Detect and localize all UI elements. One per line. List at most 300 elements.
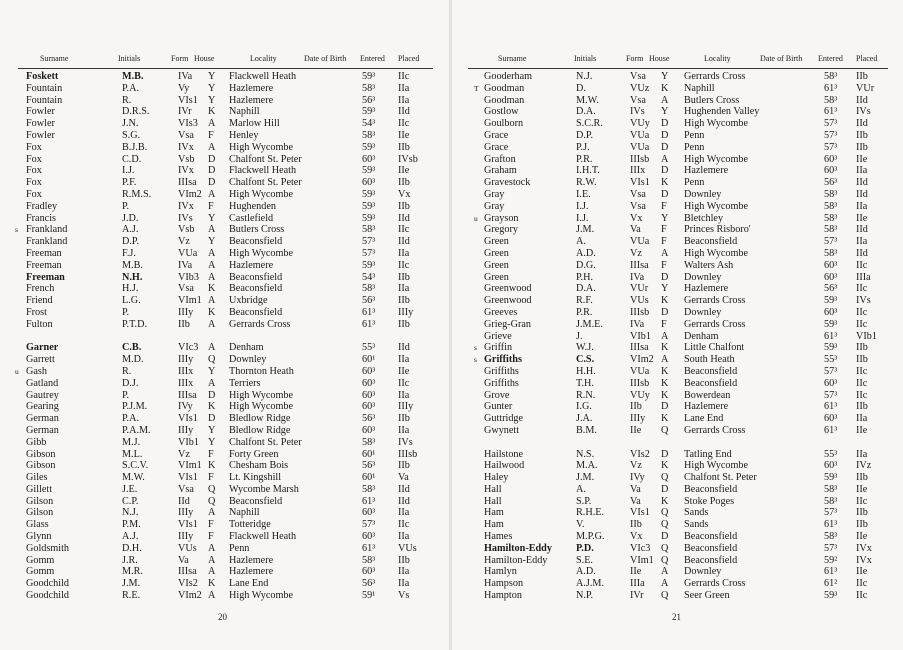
register-row — [18, 260, 433, 272]
header-form: Form — [171, 54, 189, 63]
cell-placed: IIa — [856, 165, 868, 177]
cell-placed: IId — [398, 495, 410, 507]
cell-surname: Ham — [484, 519, 504, 531]
cell-surname: Griffiths — [484, 354, 522, 366]
cell-entered: 57³ — [362, 519, 376, 531]
header-entered: Entered — [818, 54, 843, 63]
cell-entered: 60³ — [824, 271, 838, 283]
cell-house: F — [208, 472, 214, 484]
cell-house: Y — [208, 71, 216, 82]
cell-house: A — [208, 295, 216, 307]
cell-initials: D.A. — [576, 283, 596, 295]
cell-entered: 59³ — [362, 188, 376, 200]
cell-form: VIs2 — [178, 578, 198, 590]
cell-locality: Penn — [684, 129, 705, 141]
cell-form: Va — [178, 554, 189, 566]
cell-surname: Gravestock — [484, 177, 531, 189]
cell-house: Y — [208, 82, 216, 94]
cell-placed: IIe — [398, 129, 410, 141]
cell-form: IVx — [178, 165, 194, 177]
cell-surname: Frankland — [26, 224, 68, 236]
cell-locality: Flackwell Heath — [229, 531, 297, 543]
cell-placed: IId — [856, 177, 868, 189]
cell-entered: 59³ — [362, 141, 376, 153]
cell-house: K — [208, 578, 216, 590]
cell-mark: s — [474, 355, 477, 365]
cell-form: IIIsa — [178, 177, 197, 189]
cell-entered: 57³ — [824, 542, 838, 554]
register-row — [18, 566, 433, 578]
cell-entered: 60³ — [362, 531, 376, 543]
cell-initials: A.J. — [122, 531, 139, 543]
cell-surname: Hamlyn — [484, 566, 517, 578]
cell-form: Vsa — [630, 200, 646, 212]
cell-initials: N.S. — [576, 448, 595, 460]
cell-placed: IIa — [398, 507, 410, 519]
register-row — [18, 154, 433, 166]
register-row — [18, 578, 433, 590]
cell-initials: P.J.M. — [122, 401, 148, 413]
cell-house: K — [661, 460, 669, 472]
register-row — [18, 95, 433, 107]
cell-house: A — [661, 578, 669, 590]
cell-initials: M.D. — [122, 354, 144, 366]
cell-form: IIIsa — [630, 259, 649, 271]
register-row — [468, 425, 888, 437]
cell-house: A — [208, 271, 216, 283]
cell-locality: Downley — [684, 566, 722, 578]
cell-initials: P.F. — [122, 177, 137, 189]
cell-form: IId — [178, 495, 190, 507]
register-row — [18, 142, 433, 154]
cell-locality: Uxbridge — [229, 295, 268, 307]
cell-form: VIm1 — [178, 460, 202, 472]
cell-initials: R.H.E. — [576, 507, 605, 519]
register-row — [468, 165, 888, 177]
cell-surname: Guttridge — [484, 413, 524, 425]
cell-placed: IIIsb — [398, 448, 418, 460]
cell-house: K — [661, 389, 669, 401]
cell-placed: IVs — [398, 436, 413, 448]
cell-house: D — [208, 165, 216, 177]
register-row — [18, 543, 433, 555]
cell-form: IIIsa — [630, 342, 649, 354]
register-row — [468, 531, 888, 543]
cell-surname: Fox — [26, 177, 42, 189]
cell-locality: Beaconsfield — [684, 531, 738, 543]
cell-locality: Beaconsfield — [229, 306, 283, 318]
cell-surname: Fowler — [26, 106, 55, 118]
cell-initials: J.M. — [122, 578, 141, 590]
cell-locality: Flackwell Heath — [229, 165, 297, 177]
cell-form: VUr — [630, 283, 649, 295]
cell-locality: Tatling End — [684, 448, 732, 460]
cell-surname: Hampson — [484, 578, 524, 590]
cell-surname: Grieg-Gran — [484, 318, 531, 330]
cell-initials: J.R. — [122, 554, 138, 566]
cell-entered: 58³ — [362, 283, 376, 295]
group-spacer — [468, 437, 888, 449]
cell-surname: Grace — [484, 129, 509, 141]
cell-placed: IIe — [856, 566, 868, 578]
cell-form: Va — [630, 224, 641, 236]
cell-house: Q — [661, 542, 669, 554]
cell-house: F — [208, 531, 214, 543]
cell-house: Y — [208, 94, 216, 106]
cell-entered: 61³ — [824, 330, 838, 342]
cell-entered: 60³ — [362, 377, 376, 389]
cell-initials: S.C.R. — [576, 118, 603, 130]
cell-form: IVa — [178, 259, 193, 271]
cell-mark: s — [15, 225, 18, 235]
cell-form: IIIy — [630, 413, 646, 425]
cell-house: A — [208, 188, 216, 200]
cell-form: VIs1 — [178, 413, 198, 425]
cell-entered: 58³ — [824, 224, 838, 236]
cell-initials: R. — [122, 365, 132, 377]
page-number: 20 — [218, 612, 227, 622]
cell-form: Vz — [630, 247, 642, 259]
cell-house: K — [661, 177, 669, 189]
cell-form: IIIsa — [178, 566, 197, 578]
cell-house: K — [208, 401, 216, 413]
cell-surname: Fountain — [26, 82, 63, 94]
cell-initials: N.H. — [122, 271, 143, 283]
cell-form: VIb3 — [178, 271, 199, 283]
left-page — [15, 0, 433, 650]
register-row — [18, 354, 433, 366]
cell-locality: Lane End — [229, 578, 269, 590]
cell-locality: Beaconsfield — [684, 542, 738, 554]
cell-placed: IIc — [856, 590, 868, 602]
cell-mark: s — [474, 343, 477, 353]
register-row — [18, 130, 433, 142]
register-row — [18, 165, 433, 177]
cell-placed: IIc — [856, 365, 868, 377]
cell-house: K — [208, 283, 216, 295]
cell-form: IIIy — [178, 507, 194, 519]
cell-locality: Lt. Kingshill — [229, 472, 282, 484]
cell-placed: IIa — [398, 578, 410, 590]
cell-form: IIIy — [178, 354, 194, 366]
cell-initials: W.J. — [576, 342, 594, 354]
header-entered: Entered — [360, 54, 385, 63]
cell-initials: I.J. — [576, 212, 589, 224]
cell-locality: Butlers Cross — [684, 94, 740, 106]
register-row — [18, 201, 433, 213]
cell-form: Vx — [630, 531, 643, 543]
cell-placed: IIc — [398, 224, 410, 236]
register-row — [468, 319, 888, 331]
cell-surname: Haley — [484, 472, 509, 484]
cell-form: IVr — [630, 590, 644, 602]
cell-house: Y — [208, 365, 216, 377]
register-row — [18, 590, 433, 602]
cell-house: Q — [661, 590, 669, 602]
cell-initials: P. — [122, 200, 130, 212]
cell-entered: 57³ — [362, 236, 376, 248]
cell-locality: Stoke Poges — [684, 495, 735, 507]
cell-entered: 57³ — [824, 236, 838, 248]
cell-house: A — [208, 507, 216, 519]
cell-locality: Beaconsfield — [229, 236, 283, 248]
cell-surname: Gwynett — [484, 424, 520, 436]
cell-house: K — [661, 295, 669, 307]
register-row — [15, 365, 433, 378]
cell-placed: IId — [398, 106, 410, 118]
register-row — [18, 437, 433, 449]
cell-locality: Hazlemere — [684, 401, 729, 413]
cell-entered: 57³ — [362, 247, 376, 259]
cell-placed: IIb — [398, 554, 410, 566]
cell-placed: IIb — [398, 200, 410, 212]
cell-locality: Gerrards Cross — [684, 71, 746, 82]
cell-house: A — [208, 118, 216, 130]
cell-entered: 58³ — [824, 495, 838, 507]
cell-placed: IIc — [856, 318, 868, 330]
cell-surname: Gray — [484, 188, 505, 200]
cell-initials: D.R.S. — [122, 106, 150, 118]
cell-surname: Hampton — [484, 590, 522, 602]
cell-surname: German — [26, 424, 59, 436]
cell-locality: Castlefield — [229, 212, 274, 224]
cell-form: IVx — [178, 200, 194, 212]
cell-locality: Seer Green — [684, 590, 730, 602]
cell-entered: 55³ — [824, 448, 838, 460]
register-row — [18, 472, 433, 484]
cell-entered: 55³ — [362, 342, 376, 354]
cell-mark: u — [15, 366, 19, 376]
cell-initials: L.G. — [122, 295, 141, 307]
cell-placed: IIb — [398, 413, 410, 425]
cell-placed: IIIa — [856, 271, 871, 283]
cell-house: D — [208, 413, 216, 425]
cell-locality: Denham — [229, 342, 264, 354]
cell-surname: Friend — [26, 295, 53, 307]
cell-entered: 56³ — [362, 413, 376, 425]
cell-surname: Foskett — [26, 71, 59, 82]
cell-initials: P.H. — [576, 271, 593, 283]
cell-placed: IId — [856, 247, 868, 259]
cell-surname: Green — [484, 259, 509, 271]
cell-locality: Hughenden — [229, 200, 276, 212]
cell-surname: Goodchild — [26, 578, 70, 590]
cell-surname: Goodman — [484, 94, 525, 106]
cell-surname: Fradley — [26, 200, 58, 212]
cell-form: VIc3 — [178, 342, 199, 354]
cell-placed: IIb — [856, 507, 868, 519]
cell-surname: Hailwood — [484, 460, 525, 472]
cell-initials: C.D. — [122, 153, 142, 165]
register-row — [18, 342, 433, 354]
cell-initials: M.W. — [576, 94, 599, 106]
cell-form: Va — [630, 495, 641, 507]
cell-surname: Goldsmith — [26, 542, 70, 554]
cell-house: K — [661, 377, 669, 389]
header-initials: Initials — [574, 54, 597, 63]
register-row — [18, 189, 433, 201]
cell-form: VIb1 — [178, 436, 199, 448]
cell-house: Y — [661, 71, 669, 82]
cell-surname: Hailstone — [484, 448, 524, 460]
cell-placed: IIc — [856, 377, 868, 389]
cell-placed: IId — [398, 342, 410, 354]
register-row — [18, 83, 433, 95]
cell-house: K — [661, 365, 669, 377]
cell-house: F — [661, 259, 667, 271]
cell-placed: IVsb — [398, 153, 418, 165]
cell-placed: IIb — [856, 129, 868, 141]
register-row — [468, 413, 888, 425]
cell-placed: IIb — [856, 71, 868, 82]
cell-house: Q — [661, 554, 669, 566]
cell-surname: Gray — [484, 200, 505, 212]
cell-house: D — [661, 306, 669, 318]
register-row — [18, 118, 433, 130]
register-row — [18, 519, 433, 531]
cell-locality: Beaconsfield — [684, 554, 738, 566]
cell-entered: 60³ — [362, 401, 376, 413]
cell-form: Vx — [630, 212, 643, 224]
cell-locality: Beaconsfield — [684, 236, 738, 248]
register-row — [468, 154, 888, 166]
cell-entered: 60³ — [824, 306, 838, 318]
cell-entered: 58³ — [362, 129, 376, 141]
cell-placed: IIc — [856, 578, 868, 590]
cell-surname: Garrett — [26, 354, 55, 366]
cell-form: Vz — [178, 448, 190, 460]
cell-entered: 59² — [824, 554, 838, 566]
header-house: House — [194, 54, 215, 63]
cell-house: D — [661, 531, 669, 543]
cell-house: D — [208, 153, 216, 165]
cell-house: Y — [661, 283, 669, 295]
cell-form: VUa — [630, 141, 650, 153]
cell-placed: Vx — [398, 188, 411, 200]
cell-entered: 57³ — [824, 365, 838, 377]
cell-locality: High Wycombe — [684, 200, 748, 212]
cell-house: A — [661, 153, 669, 165]
cell-placed: IIb — [398, 295, 410, 307]
header-locality: Locality — [250, 54, 277, 63]
header-form: Form — [626, 54, 644, 63]
cell-form: IVa — [178, 71, 193, 82]
cell-initials: B.M. — [576, 424, 597, 436]
cell-placed: IIb — [398, 141, 410, 153]
cell-initials: P.T.D. — [122, 318, 147, 330]
cell-initials: M.A. — [576, 460, 598, 472]
cell-locality: Little Chalfont — [684, 342, 745, 354]
cell-locality: Gerrards Cross — [684, 318, 746, 330]
cell-surname: Giles — [26, 472, 48, 484]
cell-locality: High Wycombe — [229, 188, 293, 200]
cell-house: F — [208, 448, 214, 460]
page-gutter — [449, 0, 452, 650]
cell-form: Vsa — [178, 129, 194, 141]
cell-initials: J.M. — [576, 472, 595, 484]
cell-surname: Fox — [26, 188, 42, 200]
cell-house: D — [661, 129, 669, 141]
cell-house: A — [208, 590, 216, 602]
cell-placed: IIa — [856, 236, 868, 248]
register-row — [468, 118, 888, 130]
cell-entered: 59³ — [362, 200, 376, 212]
cell-locality: Hazlemere — [229, 554, 274, 566]
cell-entered: 58³ — [362, 554, 376, 566]
cell-placed: IIe — [856, 531, 868, 543]
cell-entered: 60³ — [362, 507, 376, 519]
register-row — [468, 460, 888, 472]
cell-form: VIm2 — [178, 590, 202, 602]
cell-house: A — [661, 354, 669, 366]
cell-initials: D.G. — [576, 259, 596, 271]
cell-placed: IIe — [856, 424, 868, 436]
header-locality: Locality — [704, 54, 731, 63]
cell-house: A — [208, 377, 216, 389]
register-row — [18, 484, 433, 496]
cell-form: VIs1 — [178, 94, 198, 106]
cell-surname: Fox — [26, 165, 42, 177]
cell-entered: 58³ — [824, 71, 838, 82]
cell-placed: IIIy — [398, 401, 414, 413]
cell-initials: H.J. — [122, 283, 139, 295]
register-row — [468, 142, 888, 154]
cell-form: VIm1 — [178, 295, 202, 307]
cell-locality: Naphill — [684, 82, 715, 94]
cell-form: VIs1 — [630, 507, 650, 519]
register-row — [468, 566, 888, 578]
cell-initials: H.H. — [576, 365, 596, 377]
cell-form: VUz — [630, 82, 650, 94]
cell-surname: Frost — [26, 306, 47, 318]
column-header-row — [18, 54, 433, 66]
register-row — [18, 248, 433, 260]
cell-locality: High Wycombe — [684, 460, 748, 472]
cell-locality: Hazlemere — [229, 82, 274, 94]
cell-initials: S.G. — [122, 129, 141, 141]
cell-form: IIb — [630, 401, 642, 413]
cell-placed: IIa — [856, 413, 868, 425]
cell-initials: A.D. — [576, 566, 596, 578]
cell-placed: IVz — [856, 460, 872, 472]
cell-initials: I.G. — [576, 401, 592, 413]
cell-entered: 61³ — [824, 82, 838, 94]
cell-form: IIIy — [178, 531, 194, 543]
cell-locality: Wycombe Marsh — [229, 483, 299, 495]
cell-house: D — [661, 271, 669, 283]
cell-form: VIm2 — [630, 354, 654, 366]
cell-initials: A.J.M. — [576, 578, 605, 590]
cell-entered: 59³ — [362, 165, 376, 177]
register-row — [468, 578, 888, 590]
register-row — [468, 283, 888, 295]
cell-surname: Glass — [26, 519, 49, 531]
cell-locality: Forty Green — [229, 448, 279, 460]
cell-initials: M.B. — [122, 71, 144, 82]
cell-entered: 57³ — [824, 129, 838, 141]
cell-locality: High Wycombe — [229, 401, 293, 413]
cell-placed: VUs — [398, 542, 417, 554]
cell-entered: 61³ — [362, 495, 376, 507]
cell-surname: Garner — [26, 342, 59, 354]
cell-entered: 60³ — [824, 153, 838, 165]
cell-house: K — [661, 82, 669, 94]
cell-initials: P. — [122, 389, 130, 401]
cell-locality: Beaconsfield — [229, 283, 283, 295]
cell-initials: M.J. — [122, 436, 141, 448]
cell-house: A — [208, 342, 216, 354]
cell-surname: Fox — [26, 153, 42, 165]
